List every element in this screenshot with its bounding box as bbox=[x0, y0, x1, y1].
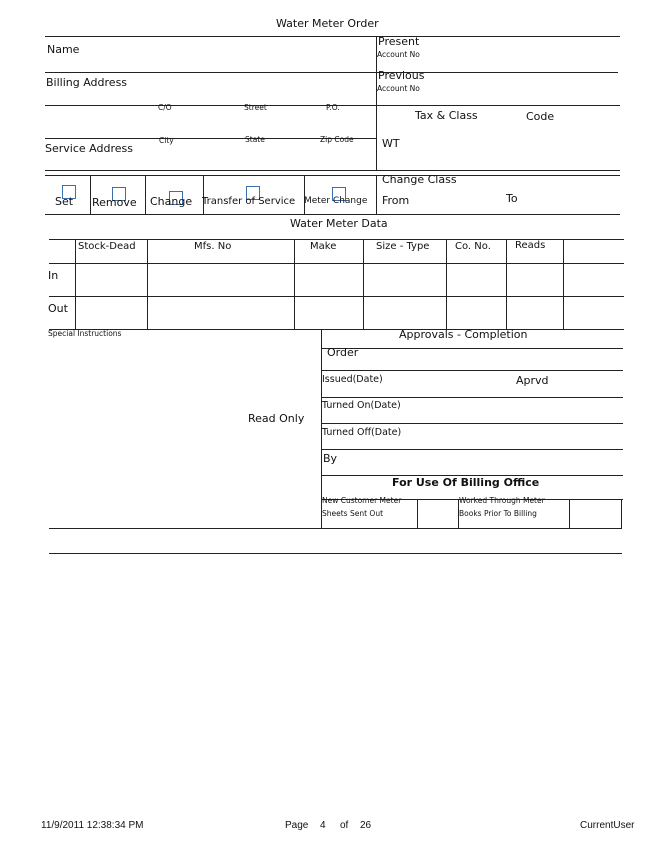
special-instructions-label: Special Instructions bbox=[48, 329, 122, 338]
worked-through-label-line1: Worked Through Meter bbox=[459, 496, 545, 505]
rule bbox=[49, 528, 622, 529]
rule bbox=[75, 239, 76, 329]
col-mfs-no: Mfs. No bbox=[194, 241, 232, 252]
col-make: Make bbox=[310, 241, 337, 252]
meter-change-label: Meter Change bbox=[304, 196, 368, 206]
meter-data-title: Water Meter Data bbox=[290, 217, 388, 230]
rule bbox=[376, 175, 377, 215]
worked-through-label-line2: Books Prior To Billing bbox=[459, 509, 537, 518]
row-out-label: Out bbox=[48, 302, 68, 315]
footer-page-total: 26 bbox=[360, 820, 372, 831]
rule bbox=[49, 329, 624, 330]
col-reads: Reads bbox=[515, 240, 546, 251]
rule bbox=[569, 499, 570, 528]
read-only-label: Read Only bbox=[248, 412, 305, 425]
form-title: Water Meter Order bbox=[276, 17, 379, 30]
approvals-title: Approvals - Completion bbox=[399, 328, 528, 341]
change-class-label: Change Class bbox=[382, 173, 457, 186]
billing-address-label: Billing Address bbox=[46, 76, 128, 89]
name-label: Name bbox=[47, 43, 80, 56]
rule bbox=[363, 239, 364, 329]
street-label: Street bbox=[244, 103, 267, 112]
col-stock-dead: Stock-Dead bbox=[78, 241, 136, 252]
row-in-label: In bbox=[48, 269, 59, 282]
rule bbox=[321, 348, 623, 349]
issued-date-label: Issued(Date) bbox=[322, 374, 383, 385]
aprvd-label: Aprvd bbox=[516, 374, 549, 387]
footer-page-label: Page bbox=[285, 820, 309, 831]
wt-label: WT bbox=[382, 137, 400, 150]
co-label: C/O bbox=[158, 103, 172, 112]
rule bbox=[621, 499, 622, 528]
rule bbox=[321, 423, 623, 424]
rule bbox=[45, 214, 620, 215]
rule bbox=[49, 296, 624, 297]
rule bbox=[49, 553, 622, 554]
rule bbox=[45, 36, 620, 37]
footer-user: CurrentUser bbox=[580, 820, 635, 831]
rule bbox=[446, 239, 447, 329]
col-size-type: Size - Type bbox=[376, 241, 430, 252]
service-address-label: Service Address bbox=[45, 142, 133, 155]
col-co-no: Co. No. bbox=[455, 241, 491, 252]
footer-timestamp: 11/9/2011 12:38:34 PM bbox=[41, 820, 144, 831]
rule bbox=[45, 72, 618, 73]
rule bbox=[417, 499, 418, 528]
transfer-of-service-label: Transfer of Service bbox=[202, 196, 296, 207]
rule bbox=[203, 175, 204, 215]
footer-of-label: of bbox=[340, 820, 349, 831]
by-label: By bbox=[323, 452, 338, 465]
present-label: Present bbox=[378, 35, 420, 48]
rule bbox=[304, 175, 305, 215]
city-label: City bbox=[159, 136, 174, 145]
remove-label: Remove bbox=[92, 196, 137, 209]
rule bbox=[45, 170, 620, 171]
footer-page-number: 4 bbox=[320, 820, 326, 831]
new-customer-label-line2: Sheets Sent Out bbox=[322, 509, 384, 518]
turned-off-date-label: Turned Off(Date) bbox=[322, 427, 402, 438]
state-label: State bbox=[245, 135, 265, 144]
turned-on-date-label: Turned On(Date) bbox=[322, 400, 401, 411]
set-label: Set bbox=[55, 195, 74, 208]
order-label: Order bbox=[327, 346, 359, 359]
from-label: From bbox=[382, 194, 410, 207]
rule bbox=[45, 175, 620, 176]
rule bbox=[506, 239, 507, 329]
tax-class-label: Tax & Class bbox=[415, 109, 478, 122]
zip-code-label: Zip Code bbox=[320, 135, 354, 144]
new-customer-label-line1: New Customer Meter bbox=[322, 496, 402, 505]
rule bbox=[294, 239, 295, 329]
change-label: Change bbox=[150, 195, 193, 208]
code-label: Code bbox=[526, 110, 555, 123]
previous-label: Previous bbox=[378, 69, 425, 82]
billing-office-title: For Use Of Billing Office bbox=[392, 476, 540, 489]
account-no-label: Account No bbox=[377, 84, 420, 93]
po-label: P.O. bbox=[326, 103, 340, 112]
rule bbox=[321, 370, 623, 371]
rule bbox=[563, 239, 564, 329]
rule bbox=[49, 263, 624, 264]
rule bbox=[321, 397, 623, 398]
rule bbox=[90, 175, 91, 215]
rule bbox=[147, 239, 148, 329]
account-no-label: Account No bbox=[377, 50, 420, 59]
rule bbox=[321, 449, 623, 450]
rule bbox=[145, 175, 146, 215]
to-label: To bbox=[506, 192, 518, 205]
